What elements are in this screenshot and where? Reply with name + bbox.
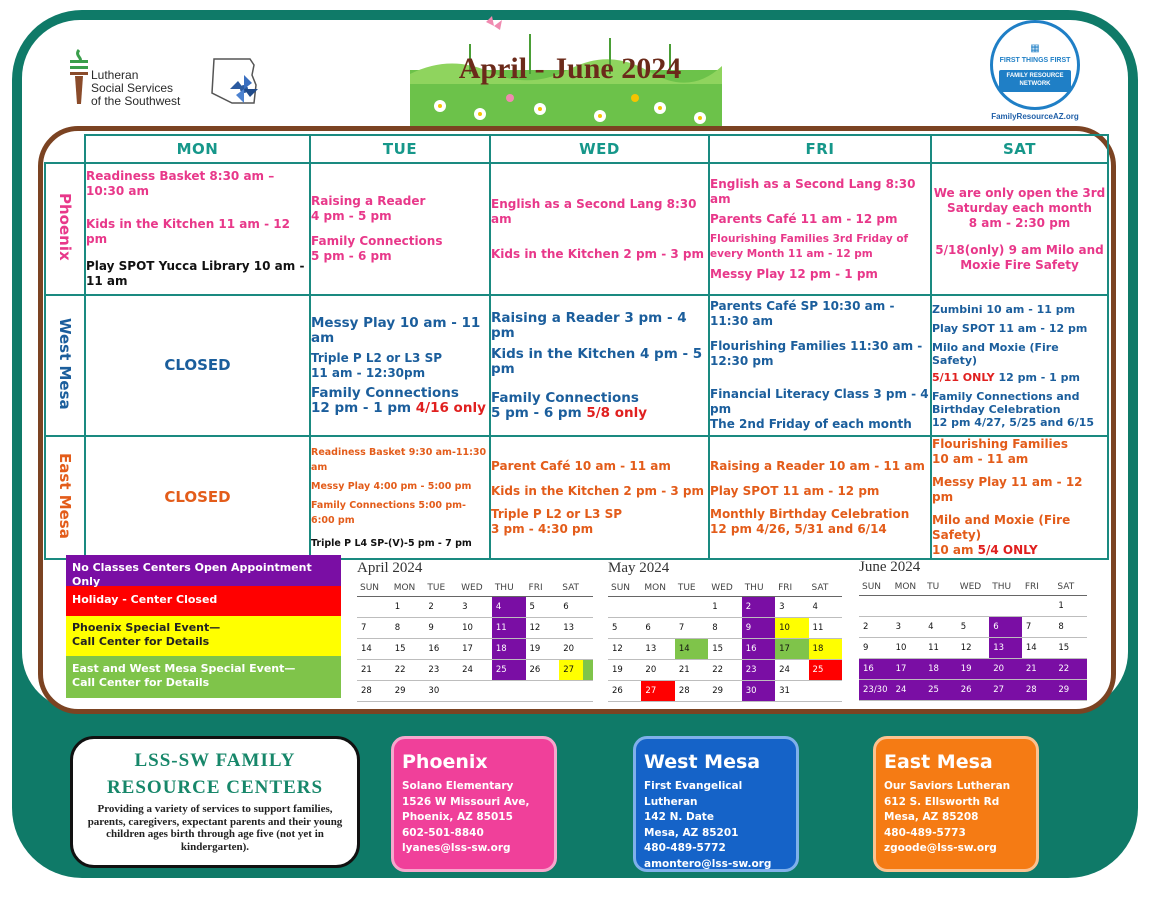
event-time: 5 pm - 6 pm (311, 249, 392, 263)
calendar-day (492, 681, 526, 702)
eastmesa-sat-cell (931, 436, 1108, 559)
calendar-day (559, 681, 593, 702)
schedule-table (44, 134, 1109, 560)
calendar-weekday: THU (742, 580, 775, 597)
calendar-day: 8 (708, 618, 741, 639)
event: Milo and Moxie (Fire Safety) (932, 513, 1071, 542)
center-card-phoenix (391, 736, 557, 872)
center-address: 142 N. Date (644, 811, 714, 823)
calendar-day (892, 596, 925, 617)
calendar-weekday: TU (924, 579, 957, 596)
calendar-day: 28 (1022, 680, 1055, 701)
legend (66, 555, 341, 698)
calendar-day: 24 (892, 680, 925, 701)
calendar-day (1022, 596, 1055, 617)
calendar-day (357, 597, 391, 618)
row-label-text: Phoenix (56, 193, 74, 261)
calendar-day: 23 (424, 660, 458, 681)
calendar-day: 28 (357, 681, 391, 702)
calendar-day: 12 (526, 618, 560, 639)
legend-item-holiday (66, 586, 341, 616)
center-email[interactable]: zgoode@lss-sw.org (884, 842, 997, 854)
calendar-weekday: SAT (559, 580, 593, 597)
calendar-weekday: FRI (1022, 579, 1055, 596)
calendar-weekday: TUE (424, 580, 458, 597)
calendar-day: 13 (989, 638, 1022, 659)
legend-label: Call Center for Details (72, 635, 210, 648)
event: Milo and Moxie (Fire Safety) (932, 340, 1059, 367)
calendar-day: 2 (424, 597, 458, 618)
calendar-weekday: SAT (1054, 579, 1087, 596)
event: 5/18(only) 9 am Milo and Moxie Fire Safety (935, 242, 1104, 272)
legend-label: Holiday - Center Closed (72, 593, 218, 606)
event: Raising a Reader 10 am - 11 am (710, 458, 925, 473)
event: Family Connections and Birthday Celebration (932, 389, 1080, 416)
calendar-day: 5 (608, 618, 641, 639)
event: Triple P L2 or L3 SP (491, 506, 623, 521)
calendar-day: 10 (458, 618, 492, 639)
day-header-tue: TUE (310, 135, 490, 163)
calendar-day: 24 (458, 660, 492, 681)
calendar-day: 9 (859, 638, 892, 659)
event-time: 12 pm - 1 pm (998, 370, 1081, 384)
calendar-day: 11 (924, 638, 957, 659)
event: Kids in the Kitchen 11 am - 12 pm (86, 217, 290, 246)
event: We are only open the 3rd Saturday each month (933, 185, 1106, 215)
calendar-day: 26 (957, 680, 990, 701)
calendar-day: 1 (391, 597, 425, 618)
calendar-title: May 2024 (608, 560, 670, 576)
calendar-weekday: WED (708, 580, 741, 597)
event: Readiness Basket 9:30 am-11:30 am (311, 446, 487, 473)
event-time: 10 am (932, 543, 974, 557)
calendar-day: 3 (458, 597, 492, 618)
event-time: 11 am - 12:30pm (311, 365, 426, 380)
center-city: Mesa, AZ 85208 (884, 811, 979, 823)
org-name-line1: Lutheran (91, 68, 139, 82)
calendar-day (924, 596, 957, 617)
eastmesa-wed-cell (490, 436, 709, 559)
calendar-day: 21 (675, 660, 708, 681)
legend-label: No Classes Centers Open Appointment Only (72, 561, 312, 588)
calendar-weekday: MON (391, 580, 425, 597)
calendar-day: 7 (675, 618, 708, 639)
event-time: 4 pm - 5 pm (311, 209, 392, 223)
center-phone[interactable]: 480-489-5773 (884, 826, 966, 839)
first-things-first-logo-icon (990, 20, 1080, 110)
calendar-day: 19 (526, 639, 560, 660)
event: Financial Literacy Class 3 pm - 4 pm (710, 387, 929, 416)
ftf-grid-icon: ▦ (1030, 43, 1040, 54)
row-label-westmesa (45, 295, 85, 436)
calendar-day: 20 (641, 660, 674, 681)
calendar-weekday: TUE (675, 580, 708, 597)
calendar-day: 17 (892, 659, 925, 680)
day-header-fri: FRI (709, 135, 931, 163)
grid-corner (45, 135, 85, 163)
lss-info-box (70, 736, 360, 868)
calendar-day: 23/30 (859, 680, 892, 701)
calendar-weekday: SAT (809, 580, 842, 597)
calendar-day: 4 (492, 597, 526, 618)
event-date-note: 5/11 ONLY (932, 370, 995, 384)
event: Play SPOT 11 am - 12 pm (710, 483, 880, 498)
calendar-day: 6 (559, 597, 593, 618)
event: Messy Play 11 am - 12 pm (932, 475, 1083, 504)
legend-item-appointment-only (66, 555, 341, 586)
calendar-day: 22 (1054, 659, 1087, 680)
calendar-day: 25 (924, 680, 957, 701)
calendar-grid (357, 580, 593, 702)
legend-label: Phoenix Special Event— (72, 621, 221, 634)
calendar-day: 16 (424, 639, 458, 660)
calendar-day: 7 (357, 618, 391, 639)
event: Flourishing Families 3rd Friday of every Month 11 am - 12 pm (710, 232, 909, 260)
row-label-eastmesa (45, 436, 85, 559)
event-date-note: 5/8 only (586, 404, 648, 421)
event: Messy Play 12 pm - 1 pm (710, 266, 878, 281)
calendar-day: 29 (708, 681, 741, 702)
phoenix-fri-cell (709, 163, 931, 295)
calendar-day (859, 596, 892, 617)
phoenix-wed-cell (490, 163, 709, 295)
row-label-text: West Mesa (56, 317, 74, 410)
day-header-wed: WED (490, 135, 709, 163)
calendar-day: 30 (424, 681, 458, 702)
calendar-day: 12 (957, 638, 990, 659)
lss-heading: RESOURCE CENTERS (106, 777, 324, 798)
event-date-note: 4/16 only (415, 399, 486, 416)
calendar-day: 22 (391, 660, 425, 681)
event: English as a Second Lang 8:30 am (491, 196, 697, 226)
westmesa-fri-cell (709, 295, 931, 436)
calendar-day: 21 (357, 660, 391, 681)
calendar-day: 15 (708, 639, 741, 660)
calendar-day: 20 (559, 639, 593, 660)
event-time: 12 pm 4/27, 5/25 and 6/15 (932, 415, 1095, 429)
org-name (91, 69, 180, 108)
event: Triple P L4 SP-(V)-5 pm - 7 pm (311, 537, 472, 549)
calendar-day: 25 (809, 660, 842, 681)
center-phone[interactable]: 480-489-5772 (644, 842, 726, 854)
phoenix-tue-cell (310, 163, 490, 295)
calendar-day: 16 (742, 639, 775, 660)
center-city: Mesa, AZ 85201 (644, 826, 739, 839)
page-title: April - June 2024 (458, 52, 682, 85)
calendar-day: 10 (892, 638, 925, 659)
calendar-day: 3 (892, 617, 925, 638)
calendar-weekday: THU (492, 580, 526, 597)
event-time: 5 pm - 6 pm (491, 404, 582, 421)
event-date-note: 5/4 ONLY (977, 543, 1038, 557)
day-header-sat: SAT (931, 135, 1108, 163)
center-phone[interactable]: 602-501-8840 (402, 826, 484, 839)
calendar-day (809, 681, 842, 702)
calendar-weekday: MON (892, 579, 925, 596)
calendar-day: 10 (775, 618, 808, 639)
lss-heading: LSS-SW FAMILY (134, 750, 296, 771)
calendar-weekday: WED (458, 580, 492, 597)
event: Messy Play 4:00 pm - 5:00 pm (311, 480, 472, 492)
calendar-day: 14 (357, 639, 391, 660)
calendar-day: 16 (859, 659, 892, 680)
event: Flourishing Families 11:30 am - 12:30 pm (710, 339, 923, 368)
calendar-weekday: SUN (357, 580, 391, 597)
calendar-day: 11 (492, 618, 526, 639)
calendar-day: 9 (424, 618, 458, 639)
ftf-name: FIRST THINGS FIRST (999, 57, 1071, 64)
event: Family Connections (491, 389, 639, 406)
calendar-may (608, 560, 842, 702)
calendar-day (989, 596, 1022, 617)
calendar-day: 21 (1022, 659, 1055, 680)
row-label-phoenix (45, 163, 85, 295)
event: Family Connections (311, 384, 459, 401)
calendar-day: 17 (458, 639, 492, 660)
legend-item-phoenix-event (66, 616, 341, 656)
calendar-weekday: FRI (526, 580, 560, 597)
legend-label: Call Center for Details (72, 676, 210, 689)
calendar-weekday: MON (641, 580, 674, 597)
calendar-april (357, 560, 593, 702)
calendar-day: 20 (989, 659, 1022, 680)
center-site: Our Saviors Lutheran (884, 780, 1011, 792)
event-time: 3 pm - 4:30 pm (491, 521, 594, 536)
calendar-day: 4 (809, 597, 842, 618)
calendar-day: 24 (775, 660, 808, 681)
ftf-url[interactable]: FamilyResourceAZ.org (991, 112, 1079, 121)
arizona-pinwheel-icon (210, 55, 268, 107)
calendar-day: 8 (391, 618, 425, 639)
event: Zumbini 10 am - 11 pm (932, 302, 1076, 316)
center-email[interactable]: lyanes@lss-sw.org (402, 842, 511, 854)
phoenix-mon-cell (85, 163, 310, 295)
ftf-network: FAMILY RESOURCE NETWORK (999, 70, 1071, 92)
calendar-day: 15 (391, 639, 425, 660)
event: Kids in the Kitchen 4 pm - 5 pm (491, 345, 703, 377)
calendar-day: 7 (1022, 617, 1055, 638)
calendar-day: 31 (775, 681, 808, 702)
center-card-eastmesa (873, 736, 1039, 872)
calendar-day: 28 (675, 681, 708, 702)
calendar-day (458, 681, 492, 702)
calendar-day: 19 (957, 659, 990, 680)
center-name: East Mesa (884, 751, 993, 773)
calendar-day: 19 (608, 660, 641, 681)
calendar-day: 26 (608, 681, 641, 702)
calendar-grid (608, 580, 842, 702)
calendar-weekday: THU (989, 579, 1022, 596)
calendar-day: 2 (742, 597, 775, 618)
calendar-grid (859, 579, 1087, 701)
calendar-day: 27 (641, 681, 674, 702)
event: Triple P L2 or L3 SP (311, 350, 443, 365)
calendar-day: 9 (742, 618, 775, 639)
calendar-day: 11 (809, 618, 842, 639)
event-time: 10 am - 11 am (932, 452, 1029, 466)
calendar-day: 27 (989, 680, 1022, 701)
westmesa-tue-cell (310, 295, 490, 436)
center-city: Phoenix, AZ 85015 (402, 811, 513, 823)
calendar-day: 18 (492, 639, 526, 660)
event: Play SPOT Yucca Library 10 am - 11 am (86, 259, 305, 288)
calendar-day: 17 (775, 639, 808, 660)
org-name-line2: Social Services (91, 81, 174, 95)
center-email[interactable]: amontero@lss-sw.org (644, 857, 772, 870)
event: English as a Second Lang 8:30 am (710, 176, 916, 206)
center-address: 612 S. Ellsworth Rd (884, 795, 1000, 808)
calendar-day: 18 (924, 659, 957, 680)
calendar-day (608, 597, 641, 618)
calendar-june (859, 559, 1087, 701)
center-card-westmesa (633, 736, 799, 872)
event: Parents Café SP 10:30 am - 11:30 am (710, 299, 895, 328)
calendar-weekday: SUN (608, 580, 641, 597)
event: Messy Play 10 am - 11 am (311, 314, 481, 346)
event-time: 12 pm - 1 pm (311, 399, 412, 416)
calendar-day: 14 (1022, 638, 1055, 659)
calendar-title: April 2024 (357, 560, 423, 576)
event: Family Connections (311, 234, 443, 248)
calendar-day: 2 (859, 617, 892, 638)
calendar-title: June 2024 (859, 559, 921, 575)
event: Family Connections 5:00 pm- 6:00 pm (311, 499, 466, 526)
calendar-weekday: FRI (775, 580, 808, 597)
eastmesa-tue-cell (310, 436, 490, 559)
calendar-day: 3 (775, 597, 808, 618)
lss-description: Providing a variety of services to support families, parents, caregivers, expectant parents and their young children ages birth through age five (not yet in kindergarten). (87, 803, 343, 853)
event: The 2nd Friday of each month (710, 417, 912, 431)
event: Kids in the Kitchen 2 pm - 3 pm (491, 246, 704, 261)
event: Parent Café 10 am - 11 am (491, 458, 671, 473)
center-name: West Mesa (644, 751, 761, 773)
calendar-weekday: WED (957, 579, 990, 596)
calendar-day: 6 (989, 617, 1022, 638)
calendar-day: 23 (742, 660, 775, 681)
event-time: 12 pm 4/26, 5/31 and 6/14 (710, 521, 887, 536)
eastmesa-mon-cell: CLOSED (85, 436, 310, 559)
calendar-day: 27 (559, 660, 593, 681)
calendar-day: 1 (1054, 596, 1087, 617)
event: Raising a Reader 3 pm - 4 pm (491, 309, 687, 341)
westmesa-sat-cell (931, 295, 1108, 436)
calendar-day (675, 597, 708, 618)
event: Kids in the Kitchen 2 pm - 3 pm (491, 483, 704, 498)
event: Raising a Reader (311, 194, 426, 208)
calendar-day: 13 (559, 618, 593, 639)
org-name-line3: of the Southwest (91, 94, 181, 108)
calendar-day: 30 (742, 681, 775, 702)
legend-item-mesa-event (66, 656, 341, 698)
calendar-day (641, 597, 674, 618)
center-site: First Evangelical Lutheran (644, 780, 743, 808)
calendar-day: 29 (1054, 680, 1087, 701)
calendar-day: 14 (675, 639, 708, 660)
event: Readiness Basket 8:30 am –10:30 am (86, 169, 275, 198)
westmesa-mon-cell: CLOSED (85, 295, 310, 436)
calendar-day: 4 (924, 617, 957, 638)
calendar-day: 5 (957, 617, 990, 638)
calendar-day: 12 (608, 639, 641, 660)
calendar-weekday: SUN (859, 579, 892, 596)
calendar-day: 25 (492, 660, 526, 681)
event-time: 8 am - 2:30 pm (968, 215, 1071, 230)
event: Monthly Birthday Celebration (710, 506, 910, 521)
westmesa-wed-cell (490, 295, 709, 436)
eastmesa-fri-cell (709, 436, 931, 559)
calendar-day: 13 (641, 639, 674, 660)
calendar-day: 29 (391, 681, 425, 702)
event: Flourishing Families (932, 437, 1068, 451)
center-name: Phoenix (402, 751, 488, 773)
calendar-day: 15 (1054, 638, 1087, 659)
calendar-day: 5 (526, 597, 560, 618)
legend-label: East and West Mesa Special Event— (72, 662, 296, 675)
calendar-day: 22 (708, 660, 741, 681)
calendar-day (526, 681, 560, 702)
calendar-day (957, 596, 990, 617)
calendar-day: 8 (1054, 617, 1087, 638)
event: Play SPOT 11 am - 12 pm (932, 321, 1088, 335)
center-site: Solano Elementary (402, 780, 514, 792)
row-label-text: East Mesa (56, 452, 74, 539)
calendar-day: 26 (526, 660, 560, 681)
phoenix-sat-cell (931, 163, 1108, 295)
center-address: 1526 W Missouri Ave, (402, 795, 530, 808)
event: Parents Café 11 am - 12 pm (710, 211, 898, 226)
calendar-day: 18 (809, 639, 842, 660)
day-header-mon: MON (85, 135, 310, 163)
calendar-day: 1 (708, 597, 741, 618)
calendar-day: 6 (641, 618, 674, 639)
